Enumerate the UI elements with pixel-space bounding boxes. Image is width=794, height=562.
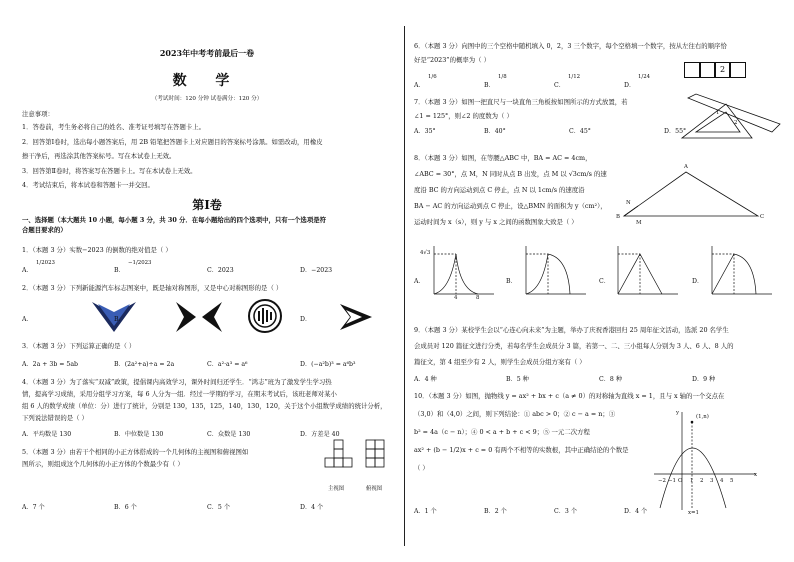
q8-graph-x-tick: 8	[476, 295, 480, 301]
q9-option-c[interactable]: C．8 种	[599, 376, 623, 383]
q7-angle-1-label: 1	[716, 110, 720, 116]
q5-option-b[interactable]: B．6 个	[114, 504, 137, 511]
question-10-line: （3,0）和（4,0）之间，则下列结论：① abc > 0；② c − a = n；③	[414, 410, 616, 418]
q10-tick: 4	[720, 478, 724, 484]
q6-option-c-value: 1/12	[568, 74, 581, 80]
logo-circle-bars-icon	[248, 299, 282, 333]
question-7-stem: 7．（本题 3 分）如图一把直尺与一块直角三角板按如图所示的方式放置，若	[414, 98, 628, 106]
q8-point-n: N	[626, 200, 631, 206]
q10-axis-x: x	[754, 472, 758, 478]
q5-views-figure	[322, 440, 392, 512]
question-5-line: 图所示，则组成这个几何体的小正方体的个数最少有（ ）	[22, 460, 184, 468]
q8-option-a[interactable]: A．	[414, 278, 425, 285]
q8-point-b: B	[616, 214, 620, 220]
q10-tick: −1	[668, 478, 676, 484]
question-4-line: 下列说法错误的是（ ）	[22, 414, 88, 422]
question-10-line: （ ）	[414, 464, 429, 472]
q8-point-a: A	[684, 164, 688, 170]
q7-angle-2-label: 2	[734, 120, 738, 126]
question-10-line: 10．（本题 3 分）如图，抛物线 y = ax² + bx + c（a ≠ 0）的对称轴为直线 x = 1，且与 x 轴的一个交点在	[414, 392, 725, 400]
q2-option-b[interactable]: B．	[114, 316, 125, 323]
q2-option-c[interactable]: C．	[207, 316, 218, 323]
q2-option-d[interactable]: D．	[300, 316, 312, 323]
question-10-line: b² = 4a（c − n）；④ 0 < a + b + c < 9；⑤ 一元二次方程	[414, 428, 590, 436]
q6-digit-box: 2	[714, 62, 731, 78]
question-4-line: 组 6 人的数学成绩（单位：分）进行了统计，分别是 130，135，125，140，130，120，关于这个小组数学成绩的统计分析，	[22, 402, 387, 410]
q6-blank-box	[729, 62, 746, 78]
q10-tick: −2	[658, 478, 666, 484]
q10-vertex-label: (1,n)	[696, 414, 709, 420]
q8-triangle-figure	[624, 168, 764, 220]
q6-option-d[interactable]: D．	[624, 82, 636, 89]
notes-heading: 注意事项：	[22, 110, 54, 118]
question-6-line: 6．（本题 3 分）向图中的三个空格中随机填入 0，2，3 三个数字，每个空格填一个数字，按从左往右的顺序恰	[414, 42, 727, 50]
q10-axis-y: y	[676, 410, 680, 416]
left-column	[22, 28, 392, 548]
question-8-line: 8．（本题 3 分）如图，在等腰△ABC 中，BA = AC = 4cm，	[414, 154, 592, 162]
logo-arrow-icon	[340, 302, 372, 332]
exam-meta: （考试时间：120 分钟 试卷满分：120 分）	[151, 96, 263, 102]
section-intro: 合题目要求的）	[22, 226, 67, 234]
section-intro: 一、选择题（本大题共 10 小题，每小题 3 分，共 30 分．在每小题给出的四个选项中，只有一个选项是符	[22, 216, 326, 224]
q6-option-b[interactable]: B．	[484, 82, 495, 89]
q6-option-b-value: 1/8	[498, 74, 507, 80]
q7-option-d[interactable]: D．55°	[664, 128, 687, 135]
q1-option-c[interactable]: C．2023	[207, 267, 234, 274]
q8-point-c: C	[760, 214, 765, 220]
q1-option-b-value: −1/2023	[128, 260, 152, 266]
q4-option-a[interactable]: A．平均数是 130	[22, 431, 72, 438]
question-8-line: BA − AC 的方向运动到点 C 停止，设△BMN 的面积为 y（cm²），	[414, 202, 607, 210]
question-4-line: 情，提高学习成绩，采用分组学习方案，每 6 人分为一组．经过一学期的学习，在期末考试后，该班老师对某小	[22, 390, 337, 398]
q1-option-a-value: 1/2023	[36, 260, 55, 266]
q8-option-d[interactable]: D．	[692, 278, 704, 285]
q8-graph-b	[520, 244, 590, 300]
q10-option-a[interactable]: A．1 个	[414, 508, 437, 515]
q10-option-d[interactable]: D．4 个	[624, 508, 648, 515]
q8-option-b[interactable]: B．	[506, 278, 517, 285]
question-9-line: 9．（本题 3 分）某校学生会以“心连心向未来”为主题，举办了庆祝香港回归 25 周年征文活动，选派 20 名学生	[414, 326, 729, 334]
q3-option-d[interactable]: D．(−a²b)³ = a⁶b³	[300, 361, 356, 368]
q5-option-d[interactable]: D．4 个	[300, 504, 324, 511]
q9-option-d[interactable]: D．9 种	[692, 376, 716, 383]
q6-option-c[interactable]: C．	[554, 82, 565, 89]
q8-graph-d	[706, 244, 776, 300]
q10-option-b[interactable]: B．2 个	[484, 508, 507, 515]
question-5-line: 5．（本题 3 分）由若干个相同的小正方体搭成的一个几何体的主视图和俯视图如	[22, 448, 249, 456]
note-item: 4．考试结束后，将本试卷和答题卡一并交回。	[22, 181, 154, 189]
q6-option-a-value: 1/6	[428, 74, 437, 80]
question-8-line: ∠ABC = 30°，点 M，N 同时从点 B 出发，点 M 以 √3cm/s 的速	[414, 170, 607, 178]
question-9-line: 篇征文，第 4 组至少有 2 人，则学生会成员分组方案有（ ）	[414, 358, 586, 366]
q1-option-b[interactable]: B．	[114, 267, 125, 274]
q3-option-a[interactable]: A．2a + 3b = 5ab	[22, 361, 79, 368]
q1-option-a[interactable]: A．	[22, 267, 33, 274]
question-6-line: 好是“2023”的概率为（ ）	[414, 56, 490, 64]
q10-parabola-figure	[654, 412, 758, 512]
q5-main-view-label: 主视图	[328, 486, 345, 492]
question-4-line: 4．（本题 3 分）为了落实“双减”政策，提倡课内高效学习，课外时间归还学生．“鸿志”班为了激发学生学习热	[22, 378, 332, 386]
q10-tick: 5	[730, 478, 734, 484]
q9-option-b[interactable]: B．5 种	[506, 376, 529, 383]
q7-ruler-triangle-figure	[682, 94, 782, 142]
question-10-line: ax² + (b − 1/2)x + c = 0 有两个不相等的实数根，其中正确结论的个数是	[414, 446, 629, 454]
q4-option-c[interactable]: C．众数是 130	[207, 431, 251, 438]
q7-option-a[interactable]: A．35°	[414, 128, 436, 135]
q6-option-d-value: 1/24	[638, 74, 651, 80]
q8-option-c[interactable]: C．	[599, 278, 610, 285]
q10-tick: O	[678, 478, 683, 484]
q10-tick: 1	[690, 478, 694, 484]
q10-axis-label: x=1	[688, 510, 699, 516]
q8-graph-y-tick: 4√3	[420, 250, 431, 256]
q5-top-view-label: 俯视图	[366, 486, 383, 492]
q3-option-c[interactable]: C．a²·a³ = a⁶	[207, 361, 248, 368]
question-1-stem: 1．（本题 3 分）实数−2023 的倒数的绝对值是（ ）	[22, 246, 172, 254]
question-8-line: 度沿 BC 的方向运动到点 C 停止，点 N 以 1cm/s 的速度沿	[414, 186, 585, 194]
q1-option-d[interactable]: D．−2023	[300, 267, 333, 274]
column-divider	[404, 26, 405, 546]
q2-option-a[interactable]: A．	[22, 316, 33, 323]
q10-tick: 3	[710, 478, 714, 484]
question-3-stem: 3．（本题 3 分）下列运算正确的是（ ）	[22, 342, 136, 350]
q6-option-a[interactable]: A．	[414, 82, 425, 89]
q8-point-m: M	[636, 220, 642, 226]
q10-option-c[interactable]: C．3 个	[554, 508, 578, 515]
note-item: 2．回答第Ⅰ卷时，选出每小题答案后，用 2B 铅笔把答题卡上对应题目的答案标号涂黑。如需改动，用橡皮	[22, 138, 323, 146]
q4-option-d[interactable]: D．方差是 40	[300, 431, 340, 438]
q8-graph-c	[612, 244, 682, 300]
q10-tick: 2	[700, 478, 704, 484]
question-9-line: 会成员对 120 篇征文进行分类，若每名学生会成员分 3 篇，若第一、二、三小组每人分别为 3 人、6 人、8 人的	[414, 342, 734, 350]
subject-title: 数 学	[172, 73, 242, 89]
q9-option-a[interactable]: A．4 种	[414, 376, 437, 383]
right-column	[414, 28, 784, 548]
q5-option-a[interactable]: A．7 个	[22, 504, 45, 511]
note-item: 1．答卷前，考生务必将自己的姓名、准考证号填写在答题卡上。	[22, 123, 206, 131]
q5-option-c[interactable]: C．5 个	[207, 504, 231, 511]
q4-option-b[interactable]: B．中位数是 130	[114, 431, 164, 438]
exam-title: 2023年中考考前最后一卷	[159, 48, 255, 58]
question-8-line: 运动时间为 x（s），则 y 与 x 之间的函数图象大致是（ ）	[414, 218, 578, 226]
q8-graph-x-tick: 4	[454, 295, 458, 301]
note-item: 3．回答第Ⅱ卷时，将答案写在答题卡上。写在本试卷上无效。	[22, 167, 197, 175]
q3-option-b[interactable]: B．(2a²+a)÷a = 2a	[114, 361, 175, 368]
question-2-stem: 2．（本题 3 分）下列新能源汽车标志图案中，既是轴对称图形，又是中心对称图形的是（ ）	[22, 284, 283, 292]
q8-graph-a	[428, 244, 498, 300]
note-item: 擦干净后，再选涂其他答案标号。写在本试卷上无效。	[22, 152, 176, 160]
question-7-stem2: ∠1 = 125°，则∠2 的度数为（ ）	[414, 112, 513, 120]
q7-option-b[interactable]: B．40°	[484, 128, 506, 135]
section-title: 第Ⅰ卷	[192, 198, 222, 212]
q7-option-c[interactable]: C．45°	[569, 128, 591, 135]
